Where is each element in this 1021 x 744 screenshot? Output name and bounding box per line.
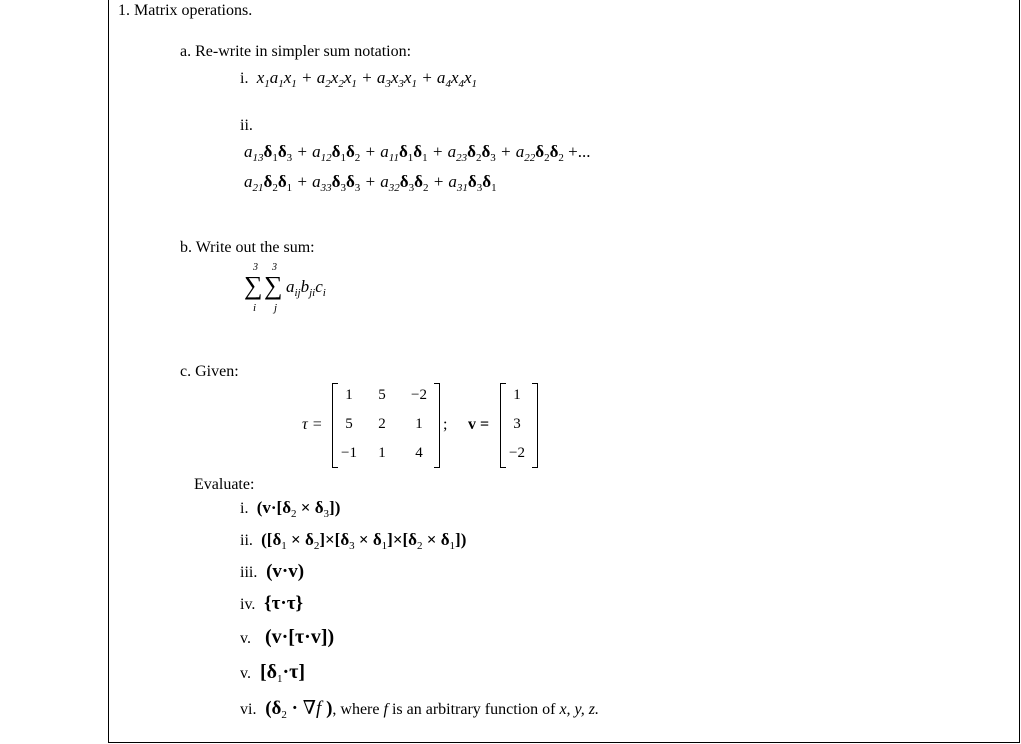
vector-cell: 3	[513, 416, 521, 432]
part-b-label: b. Write out the sum:	[180, 239, 315, 256]
matrix-cell: 5	[378, 387, 386, 403]
evaluate-item-v-a: v. (v·[τ·v])	[240, 626, 335, 648]
separator: ;	[443, 416, 448, 433]
matrix-cell: −2	[411, 387, 427, 403]
evaluate-label: Evaluate:	[194, 476, 255, 493]
matrix-cell: 2	[378, 416, 386, 432]
right-bracket	[532, 383, 538, 468]
sum-term: $a_{ij}b_{ji}c_i$	[286, 277, 326, 299]
v-vector	[500, 383, 538, 468]
evaluate-item-iii: iii. (v·v)	[240, 561, 305, 582]
expr-a-i: $x_1a_1x_1 + a_2x_2x_1 + a_3x_3x_1 + a_4x_4x_1$	[252, 68, 478, 90]
matrix-cell: 1	[378, 445, 386, 461]
matrix-cell: 1	[415, 416, 423, 432]
evaluate-item-vi: vi. ($\delta_2 \cdot \nabla f$ ), where f is an arbitrary function of x, y, z.	[240, 698, 599, 721]
matrix-cell: 1	[345, 387, 353, 403]
part-c-label: c. Given:	[180, 363, 239, 380]
evaluate-item-i: i. $(v\cdot[\delta_2 \times \delta_3])$	[240, 498, 341, 520]
sigma-symbol-i: ∑	[244, 271, 263, 300]
sigma-symbol-j: ∑	[264, 271, 283, 300]
v-label: v =	[468, 416, 490, 433]
expr-a-ii-line2: $a_{21}\delta_2\delta_1 + a_{33}\delta_3\delta_3 + a_{32}\delta_3\delta_2 + a_{31}\delta_3\delta_1$	[244, 172, 497, 194]
vector-cell: −2	[509, 445, 525, 461]
part-a-item-i: i. $x_1a_1x_1 + a_2x_2x_1 + a_3x_3x_1 + a_4x_4x_1$	[240, 68, 478, 90]
matrix-cell: 4	[415, 445, 423, 461]
tau-label: τ =	[302, 416, 323, 433]
part-a-item-ii-label: ii.	[240, 117, 253, 134]
matrix-cell: −1	[341, 445, 357, 461]
problem-title: 1. Matrix operations.	[118, 2, 253, 19]
tau-matrix	[332, 383, 440, 468]
evaluate-item-iv: iv. {τ·τ}	[240, 593, 303, 614]
evaluate-item-ii: ii. $([\delta_1 \times \delta_2]\times[\delta_3 \times \delta_1]\times[\delta_2 \times \delta_1])$	[240, 530, 467, 552]
matrix-cell: 5	[345, 416, 353, 432]
vector-cell: 1	[513, 387, 521, 403]
expr-a-ii-line1: $a_{13}\delta_1\delta_3 + a_{12}\delta_1\delta_2 + a_{11}\delta_1\delta_1 + a_{23}\delta_2\delta_3 + a_{22}\delta_2\delta_2$ +...	[244, 142, 591, 164]
part-a-label: a. Re-write in simpler sum notation:	[180, 43, 412, 60]
evaluate-item-v-b: v. $[\delta_1\cdot\tau]$	[240, 661, 306, 685]
double-sum-expression: 3 3 ∑ ∑ $a_{ij}b_{ji}c_i$ i j	[244, 262, 326, 314]
right-bracket	[434, 383, 440, 468]
